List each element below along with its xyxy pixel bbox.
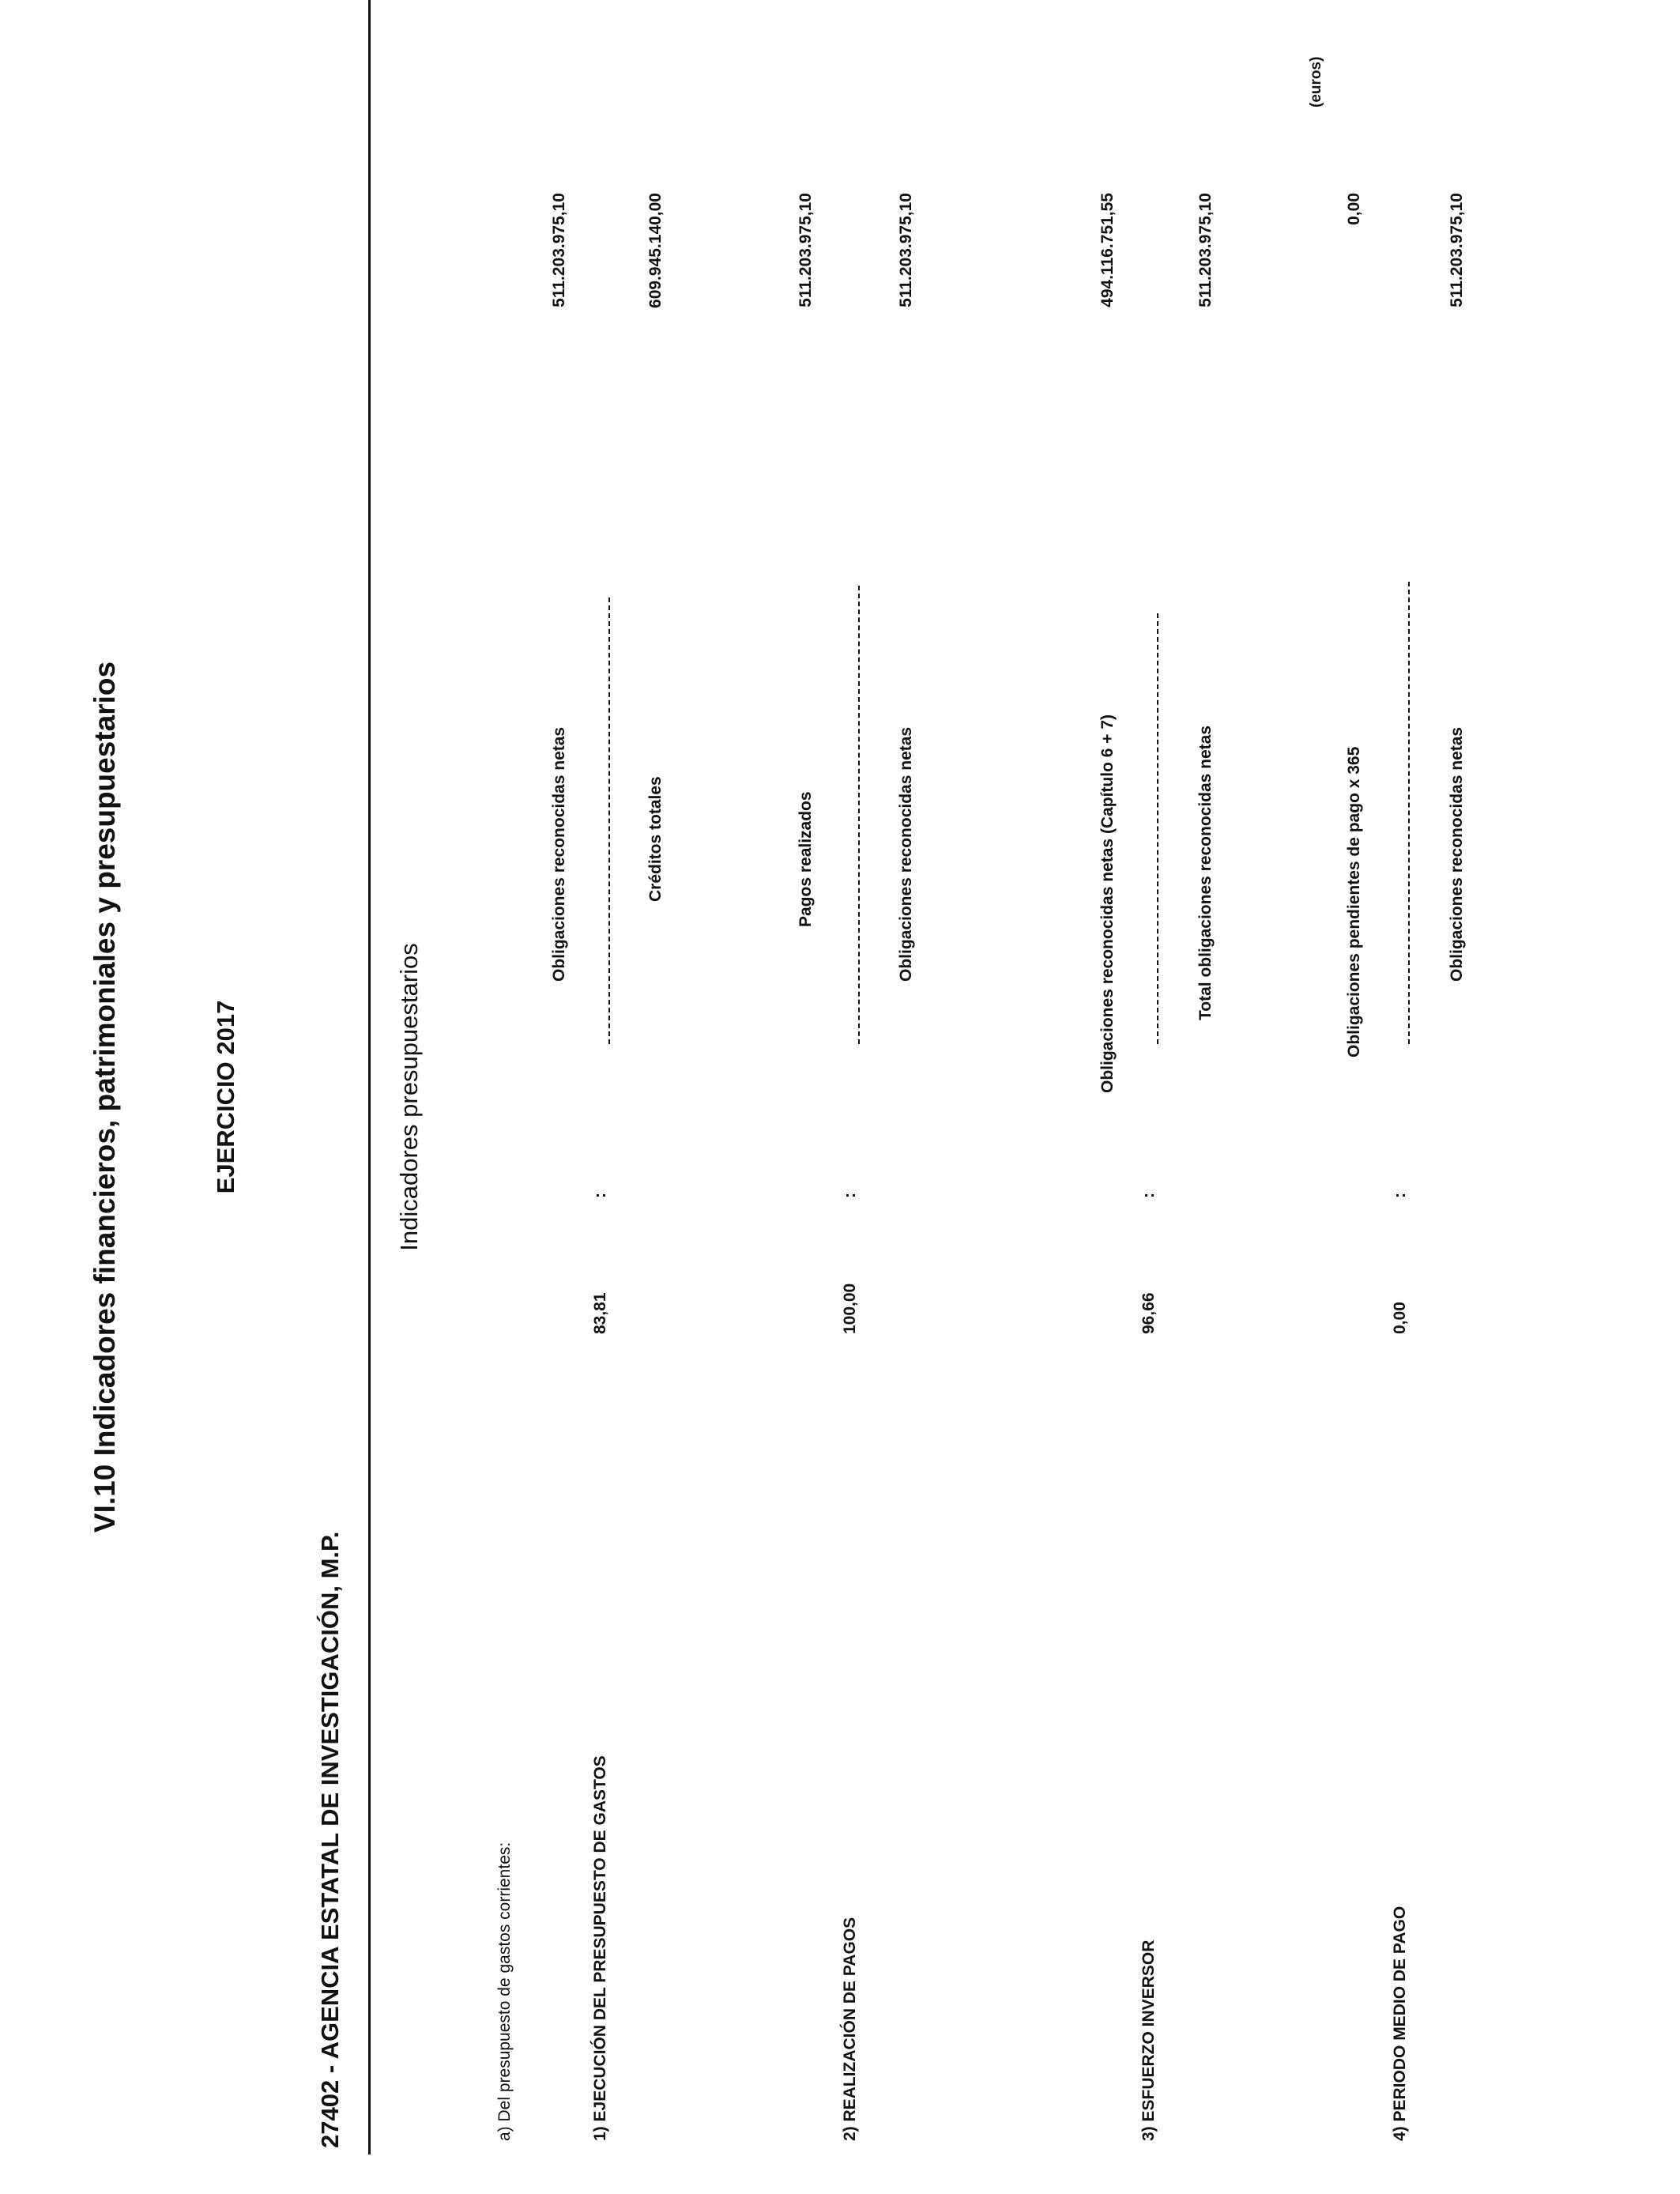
denominator-label: Obligaciones reconocidas netas	[1448, 726, 1466, 982]
denominator-amount: 511.203.975,10	[1196, 193, 1215, 307]
currency-unit: (euros)	[1308, 56, 1324, 107]
indicator-value: 83,81	[591, 1292, 609, 1334]
indicator-colon: :	[841, 1193, 859, 1198]
header-rule	[368, 0, 371, 2154]
indicator-label: 1) EJECUCIÓN DEL PRESUPUESTO DE GASTOS	[591, 1755, 609, 2141]
numerator-label: Obligaciones reconocidas netas	[550, 726, 568, 982]
indicator-colon: :	[591, 1193, 609, 1198]
denominator-label: Créditos totales	[646, 776, 665, 902]
indicator-label: 3) ESFUERZO INVERSOR	[1139, 1940, 1158, 2141]
numerator-amount: 511.203.975,10	[797, 193, 815, 307]
numerator-amount: 494.116.751,55	[1098, 193, 1117, 307]
denominator-amount: 609.945.140,00	[646, 193, 665, 308]
fraction-line	[608, 598, 610, 1044]
numerator-label: Obligaciones reconocidas netas (Capítulo 6 + 7)	[1098, 714, 1117, 1093]
fraction-line	[1157, 613, 1158, 1044]
numerator-amount: 511.203.975,10	[550, 193, 568, 307]
entity-name: 27402 - AGENCIA ESTATAL DE INVESTIGACIÓN, M.P.	[316, 1531, 344, 2148]
numerator-amount: 0,00	[1345, 193, 1363, 225]
indicator-value: 96,66	[1139, 1292, 1158, 1334]
indicator-label: 4) PERIODO MEDIO DE PAGO	[1391, 1906, 1409, 2141]
document-title: VI.10 Indicadores financieros, patrimoniales y presupuestarios	[89, 661, 121, 1533]
indicator-value: 0,00	[1391, 1302, 1409, 1334]
denominator-amount: 511.203.975,10	[1448, 193, 1466, 307]
denominator-label: Obligaciones reconocidas netas	[897, 726, 915, 982]
fraction-line	[1408, 582, 1410, 1044]
indicator-colon: :	[1139, 1193, 1158, 1198]
denominator-label: Total obligaciones reconocidas netas	[1196, 725, 1215, 1020]
denominator-amount: 511.203.975,10	[897, 193, 915, 307]
numerator-label: Pagos realizados	[797, 791, 815, 927]
section-heading: Indicadores presupuestarios	[395, 943, 423, 1251]
subsection-label: a) Del presupuesto de gastos corrientes:	[495, 1842, 514, 2141]
indicator-colon: :	[1391, 1193, 1409, 1198]
fiscal-year-heading: EJERCICIO 2017	[212, 1000, 239, 1194]
fraction-line	[858, 586, 860, 1044]
indicator-value: 100,00	[841, 1283, 859, 1334]
numerator-label: Obligaciones pendientes de pago x 365	[1345, 746, 1363, 1057]
indicator-label: 2) REALIZACIÓN DE PAGOS	[841, 1917, 859, 2141]
